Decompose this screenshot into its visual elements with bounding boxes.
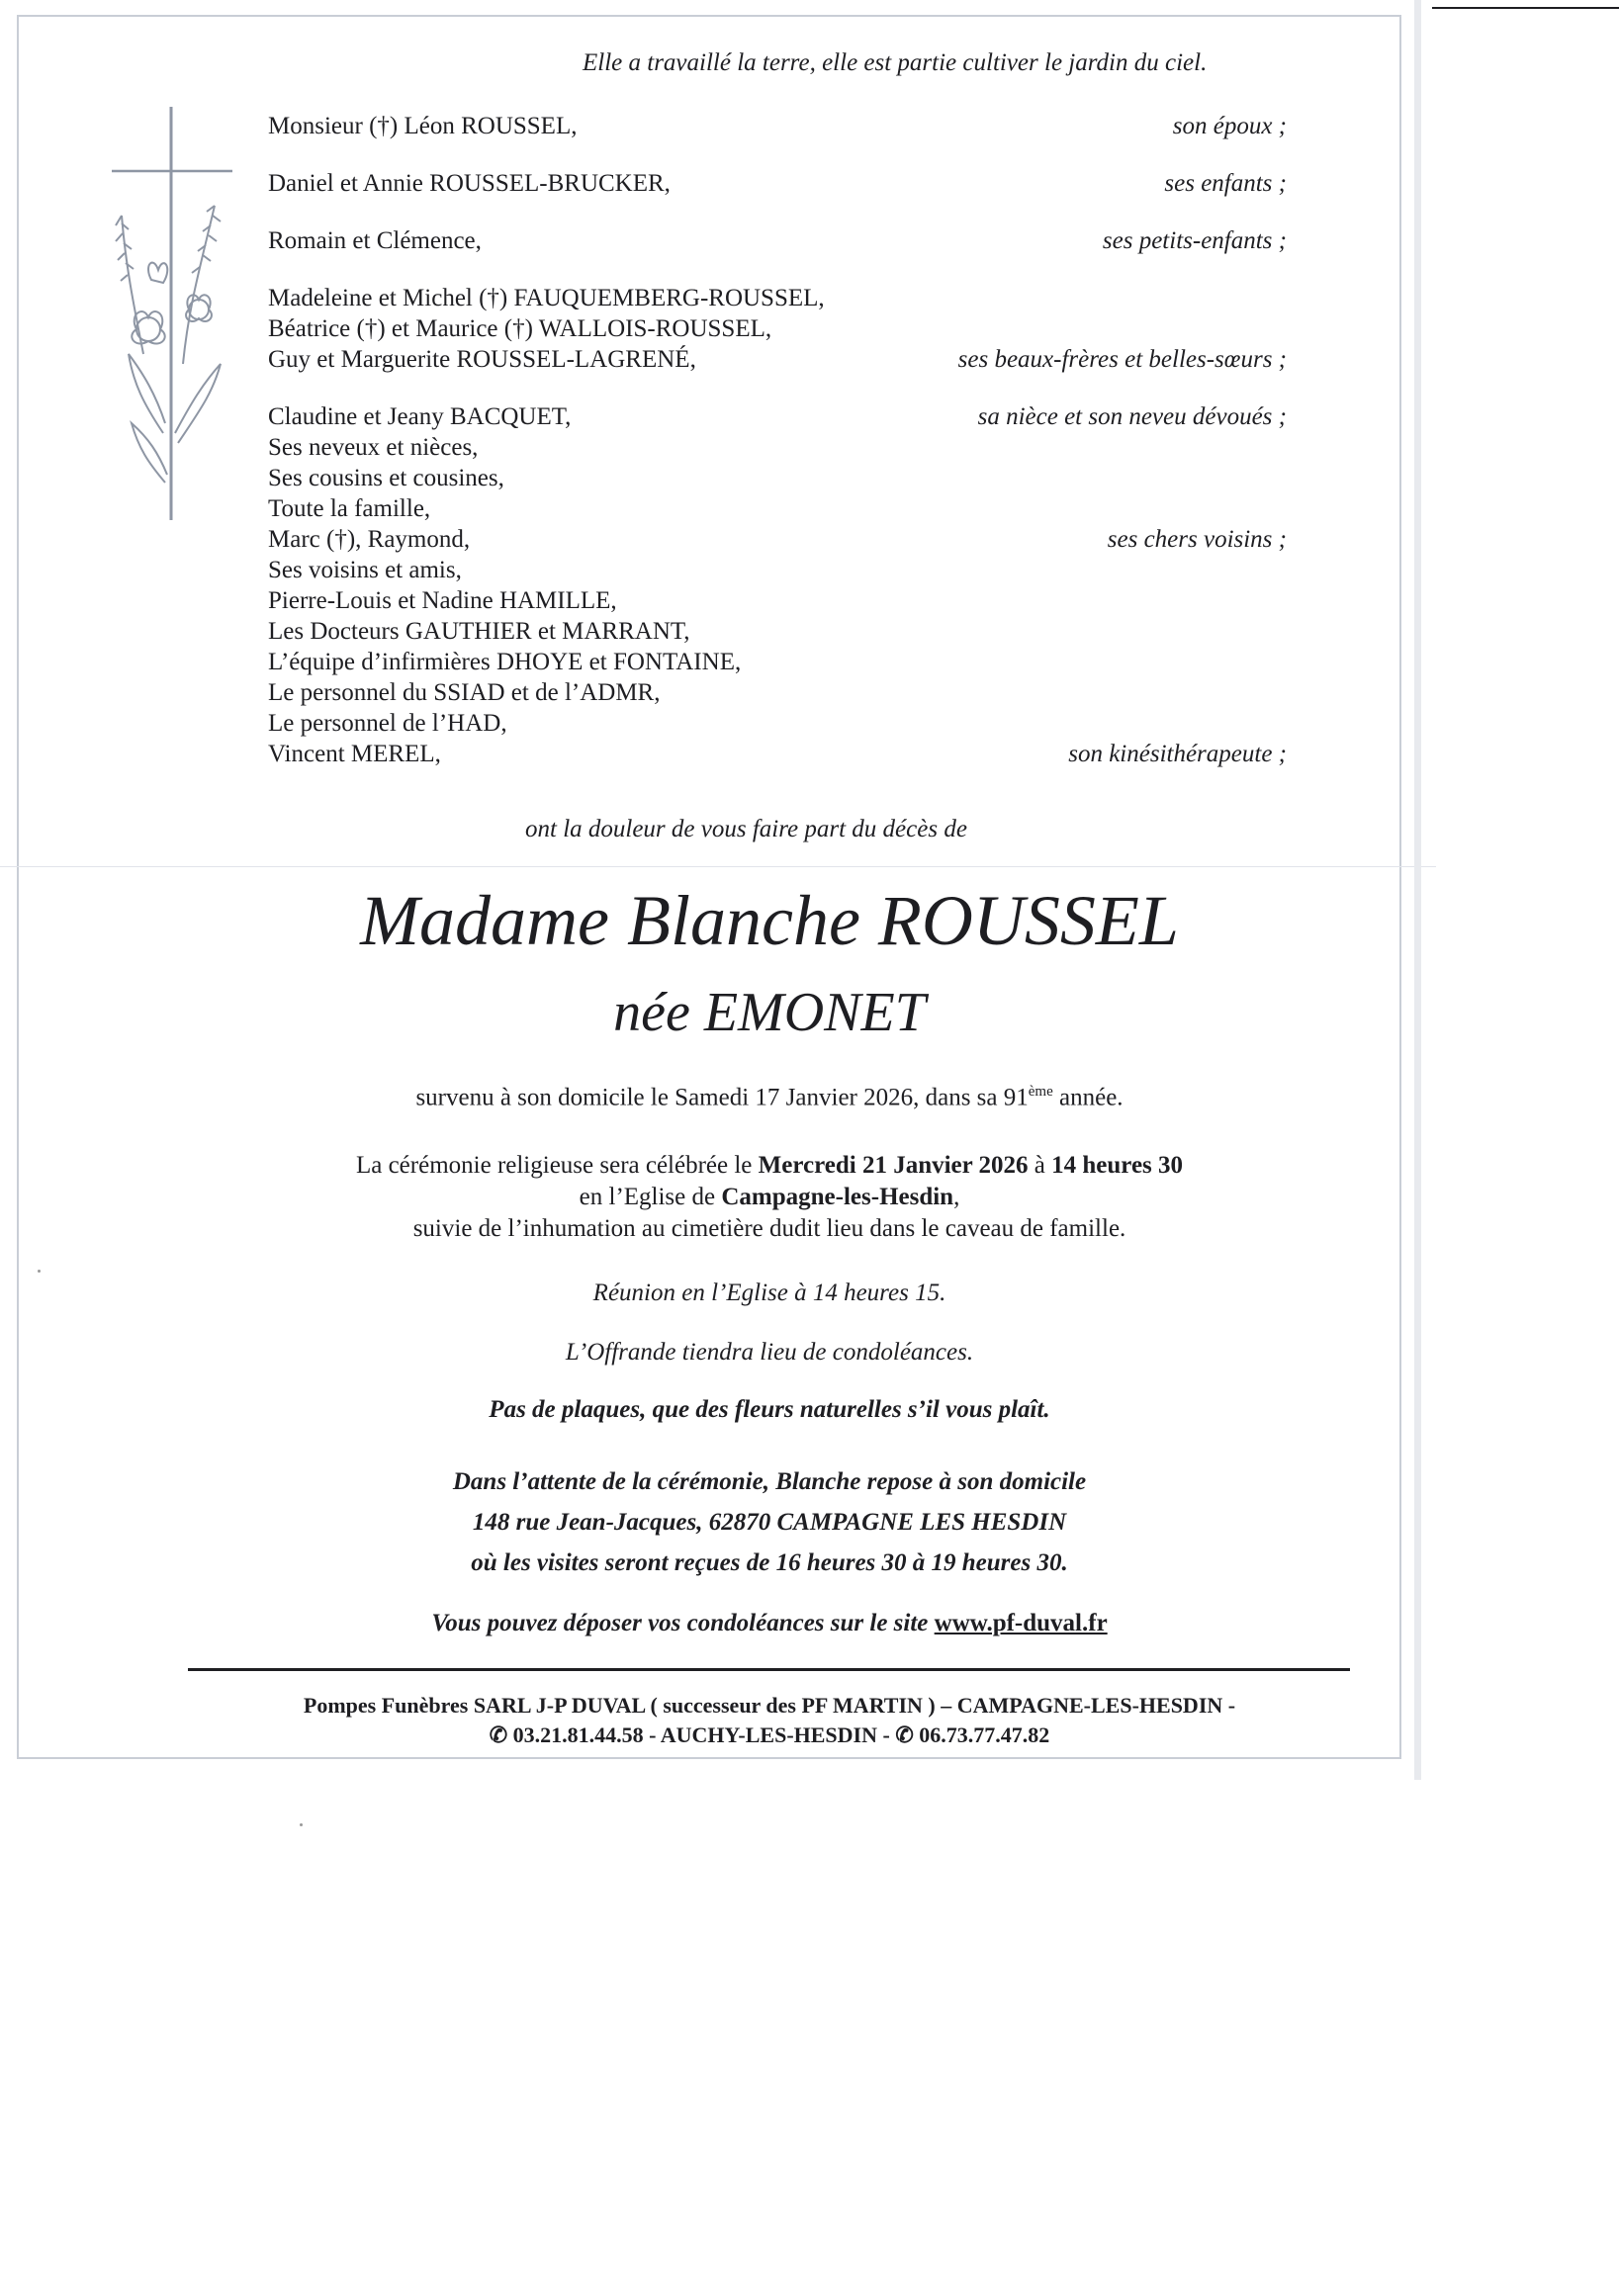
motto: Elle a travaillé la terre, elle est partie cultiver le jardin du ciel. [583,49,1208,76]
scan-speck [300,1823,303,1826]
ceremony-line-2 [0,1182,1539,1213]
family-relation: son époux ; [1172,113,1287,139]
visit-info [0,1461,1539,1583]
ceremony-time: 14 heures 30 [1051,1152,1184,1179]
scan-speck [38,1270,41,1273]
family-row [268,739,1287,769]
family-row [268,283,1287,313]
footer-phones: ✆ 03.21.81.44.58 - AUCHY-LES-HESDIN - ✆ 06.73.77.47.82 [489,1722,1050,1747]
family-relation: sa nièce et son neveu dévoués ; [977,403,1287,430]
ceremony-line-3: suivie de l’inhumation au cimetière dudit lieu dans le caveau de famille. [412,1215,1126,1242]
announcement: ont la douleur de vous faire part du décès de [525,816,967,842]
ceremony-text: en l’Eglise de [579,1184,722,1210]
condolences-info [0,1610,1539,1637]
condolences-website-link[interactable]: www.pf-duval.fr [934,1610,1108,1636]
family-name: Marc (†), Raymond, [268,526,471,553]
ceremony-place: Campagne-les-Hesdin [721,1184,954,1210]
page-fold-line [0,866,1436,867]
family-row [268,168,1287,199]
footer-funeral-home: Pompes Funèbres SARL J-P DUVAL ( successeur des PF MARTIN ) – CAMPAGNE-LES-HESDIN - [303,1693,1236,1718]
ceremony-text: , [953,1184,960,1210]
ceremony-line-1 [0,1150,1539,1182]
family-block [268,739,1287,769]
family-name: Toute la famille, [268,495,431,522]
family-name: Ses neveux et nièces, [268,434,479,461]
family-relation: ses beaux-frères et belles-sœurs ; [957,346,1287,373]
deceased-name: Madame Blanche ROUSSEL [360,881,1179,960]
family-name: Madeleine et Michel (†) FAUQUEMBERG-ROUSSEL, [268,285,825,311]
family-block [268,555,1287,739]
deceased-maiden-name: née EMONET [613,982,926,1043]
family-name: Romain et Clémence, [268,227,482,254]
family-relation: ses chers voisins ; [1107,526,1287,553]
death-superscript: ème [1028,1084,1053,1100]
family-row [268,313,1287,344]
family-name: Monsieur (†) Léon ROUSSEL, [268,113,578,139]
visit-line: 148 rue Jean-Jacques, 62870 CAMPAGNE LES HESDIN [472,1509,1067,1536]
flowers-notice: Pas de plaques, que des fleurs naturelles s’il vous plaît. [489,1396,1050,1423]
family-name: Ses cousins et cousines, [268,465,504,491]
condolences-text: Vous pouvez déposer vos condoléances sur le site [431,1610,935,1636]
family-relation: ses petits-enfants ; [1102,227,1287,254]
family-row [268,677,1287,708]
family-name: Le personnel de l’HAD, [268,710,507,737]
family-block [268,168,1287,199]
offrande-info: L’Offrande tiendra lieu de condoléances. [565,1339,974,1366]
family-relation: son kinésithérapeute ; [1068,741,1287,767]
death-notice [0,1076,1539,1113]
family-name: Vincent MEREL, [268,741,441,767]
reunion-info: Réunion en l’Eglise à 14 heures 15. [592,1280,946,1306]
family-name: Ses voisins et amis, [268,557,462,583]
family-relation: ses enfants ; [1164,170,1287,197]
family-block [268,111,1287,141]
family-row [268,344,1287,375]
cross-with-wheat-and-flowers-icon [104,107,242,520]
visit-line: où les visites seront reçues de 16 heures 30 à 19 heures 30. [471,1549,1068,1576]
ceremony-info [0,1150,1539,1245]
family-row [268,225,1287,256]
family-row [268,708,1287,739]
family-block [268,524,1287,555]
family-block [268,401,1287,432]
family-row [268,111,1287,141]
family-name: Claudine et Jeany BACQUET, [268,403,572,430]
footer-divider [188,1668,1350,1671]
family-row [268,524,1287,555]
family-name: Guy et Marguerite ROUSSEL-LAGRENÉ, [268,346,696,373]
family-row [268,585,1287,616]
family-row [268,616,1287,647]
family-list [268,111,1287,769]
family-name: L’équipe d’infirmières DHOYE et FONTAINE, [268,649,742,675]
scan-top-line [1432,7,1619,9]
family-row [268,432,1287,463]
ceremony-date: Mercredi 21 Janvier 2026 [758,1152,1029,1179]
visit-line: Dans l’attente de la cérémonie, Blanche repose à son domicile [452,1468,1087,1495]
family-row [268,401,1287,432]
family-name: Béatrice (†) et Maurice (†) WALLOIS-ROUSSEL, [268,315,772,342]
ceremony-text: à [1028,1152,1052,1179]
family-block [268,432,1287,524]
family-name: Daniel et Annie ROUSSEL-BRUCKER, [268,170,671,197]
ceremony-text: La cérémonie religieuse sera célébrée le [355,1152,759,1179]
family-row [268,493,1287,524]
family-name: Les Docteurs GAUTHIER et MARRANT, [268,618,690,645]
death-text: survenu à son domicile le Samedi 17 Janvier 2026, dans sa 91 [415,1084,1029,1111]
family-name: Le personnel du SSIAD et de l’ADMR, [268,679,661,706]
family-block [268,283,1287,375]
family-block [268,225,1287,256]
family-row [268,555,1287,585]
death-text-end: année. [1052,1084,1124,1111]
family-name: Pierre-Louis et Nadine HAMILLE, [268,587,617,614]
family-row [268,647,1287,677]
family-row [268,463,1287,493]
